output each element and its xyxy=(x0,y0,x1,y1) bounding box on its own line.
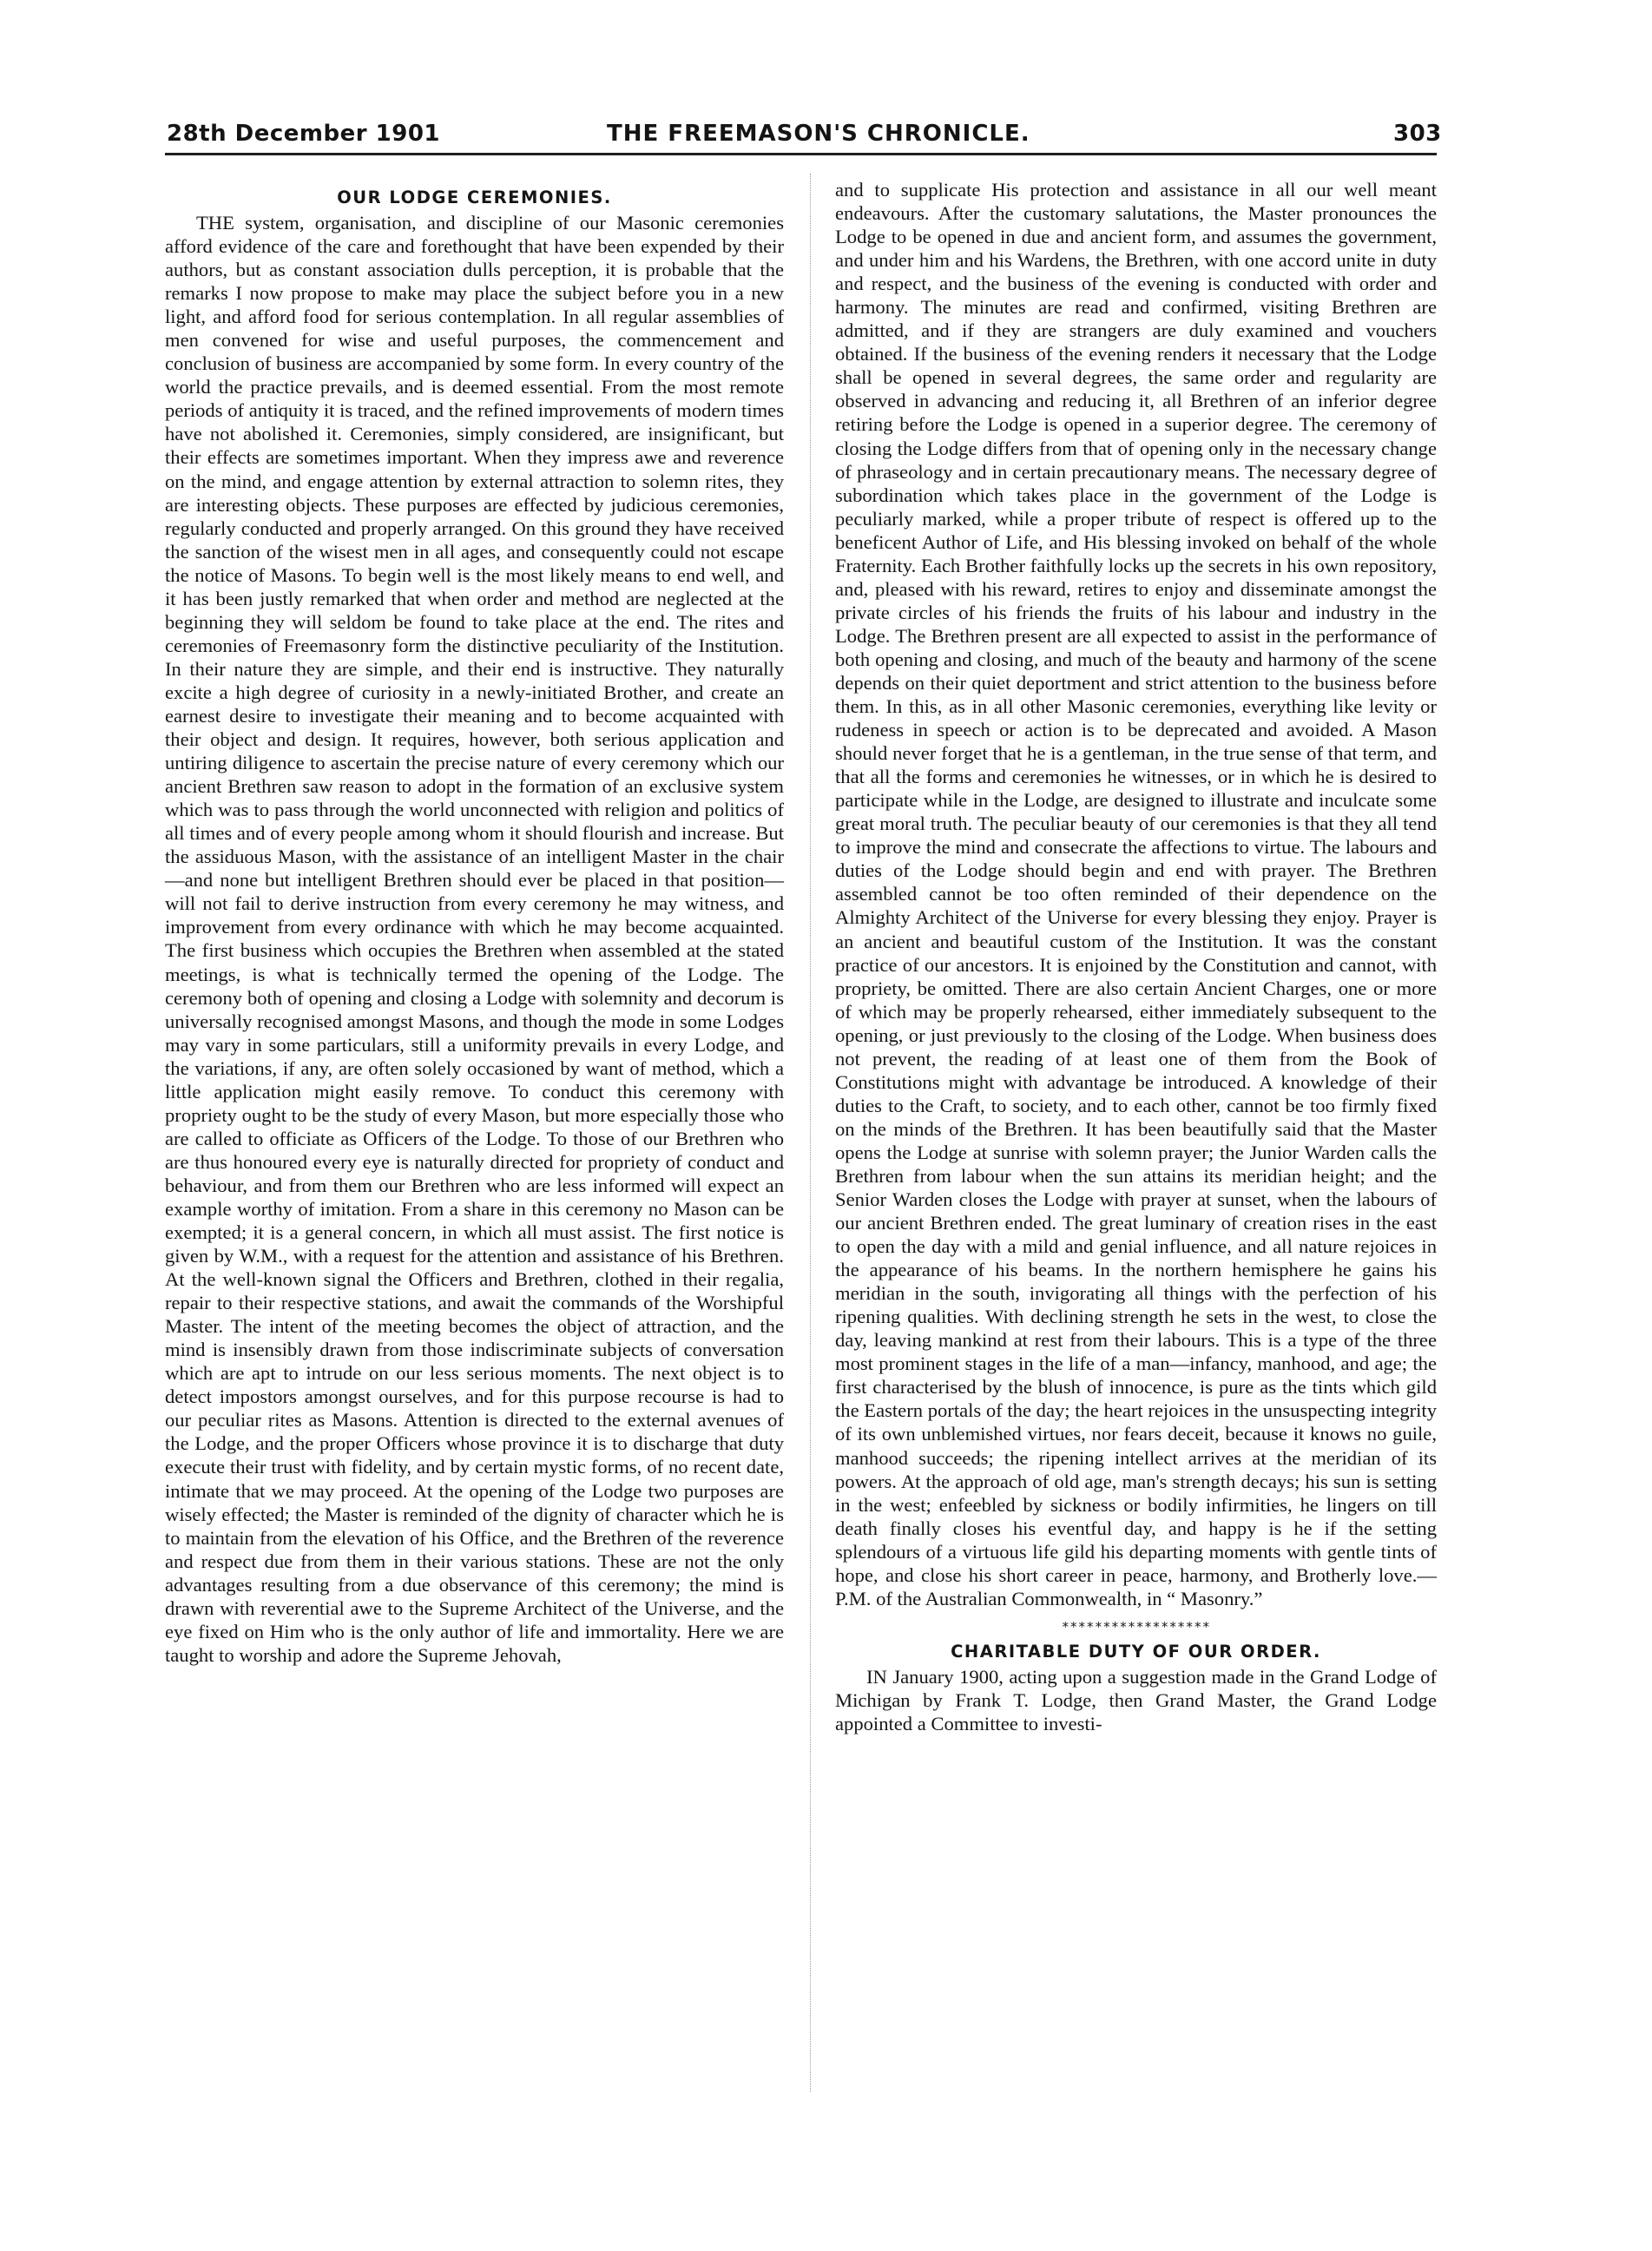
right-column xyxy=(835,178,1437,1735)
article-body-left: THE system, organisation, and discipline of our Masonic ceremonies afford evidence of the care and forethought that have been expended by their authors, but as constant association dulls perception, it is probable that the remarks I now propose to make may place the subject before you in a new light, and afford food for serious contemplation. In all regular assemblies of men convened for wise and useful purposes, the commencement and conclusion of business are accompanied by some form. In every country of the world the practice prevails, and is deemed essential. From the most remote periods of antiquity it is traced, and the refined improvements of modern times have not abolished it. Ceremonies, simply considered, are insignificant, but their effects are sometimes important. When they impress awe and reverence on the mind, and engage attention by external attraction to solemn rites, they are interesting objects. These purposes are effected by judicious ceremonies, regularly conducted and properly arranged. On this ground they have received the sanction of the wisest men in all ages, and consequently could not escape the notice of Masons. To begin well is the most likely means to end well, and it has been justly remarked that when order and method are neglected at the beginning they will seldom be found to take place at the end. The rites and ceremonies of Freemasonry form the distinctive peculiarity of the Institution. In their nature they are simple, and their end is instructive. They naturally excite a high degree of curiosity in a newly-initiated Brother, and create an earnest desire to investigate their meaning and to become acquainted with their object and design. It requires, however, both serious application and untiring diligence to ascertain the precise nature of every ceremony which our ancient Brethren saw reason to adopt in the formation of an exclusive system which was to pass through the world unconnected with religion and politics of all times and of every people among whom it should flourish and increase. But the assiduous Mason, with the assistance of an intelligent Master in the chair—and none but intelligent Brethren should ever be placed in that position—will not fail to derive instruction from every ceremony he may witness, and improvement from every ordinance with which he may become acquainted. The first business which occupies the Brethren when assembled at the stated meetings, is what is technically termed the opening of the Lodge. The ceremony both of opening and closing a Lodge with solemnity and decorum is universally recognised amongst Masons, and though the mode in some Lodges may vary in some particulars, still a uniformity prevails in every Lodge, and the variations, if any, are often solely occasioned by want of method, which a little application might easily remove. To conduct this ceremony with propriety ought to be the study of every Mason, but more especially those who are called to officiate as Officers of the Lodge. To those of our Brethren who are thus honoured every eye is naturally directed for propriety of conduct and behaviour, and from them our Brethren who are less informed will expect an example worthy of imitation. From a share in this ceremony no Mason can be exempted; it is a general concern, in which all must assist. The first notice is given by W.M., with a request for the attention and assistance of his Brethren. At the well-known signal the Officers and Brethren, clothed in their regalia, repair to their respective stations, and await the commands of the Worshipful Master. The intent of the meeting becomes the object of attraction, and the mind is insensibly drawn from those indiscriminate subjects of conversation which are apt to intrude on our less serious moments. The next object is to detect impostors amongst ourselves, and for this purpose recourse is had to our peculiar rites as Masons. Attention is directed to the external avenues of the Lodge, and the proper Officers whose province it is to discharge that duty execute their trust with fidelity, and by certain mystic forms, of no recent date, intimate that we may proceed. At the opening of the Lodge two purposes are wisely effected; the Master is reminded of the dignity of character which he is to maintain from the elevation of his Office, and the Brethren of the reverence and respect due from them in their various stations. These are not the only advantages resulting from a due observance of this ceremony; the mind is drawn with reverential awe to the Supreme Architect of the Universe, and the eye fixed on Him who is the only author of life and immortality. Here we are taught to worship and adore the Supreme Jehovah, xyxy=(165,212,784,1666)
article-body-right: and to supplicate His protection and assistance in all our well meant endeavours. After the customary salutations, the Master pronounces the Lodge to be opened in due and ancient form, and assumes the government, and under him and his Wardens, the Brethren, with one accord unite in duty and respect, and the business of the evening is conducted with order and harmony. The minutes are read and confirmed, visiting Brethren are admitted, and if they are strangers are duly examined and vouchers obtained. If the business of the evening renders it necessary that the Lodge shall be opened in several degrees, the same order and regularity are observed in advancing and reducing it, all Brethren of an inferior degree retiring before the Lodge is opened in a superior degree. The ceremony of closing the Lodge differs from that of opening only in the necessary change of phraseology and in certain precautionary means. The necessary degree of subordination which takes place in the government of the Lodge is peculiarly marked, while a proper tribute of respect is offered up to the beneficent Author of Life, and His blessing invoked on behalf of the whole Fraternity. Each Brother faithfully locks up the secrets in his own repository, and, pleased with his reward, retires to enjoy and disseminate amongst the private circles of his friends the fruits of his labour and industry in the Lodge. The Brethren present are all expected to assist in the performance of both opening and closing, and much of the beauty and harmony of the scene depends on their quiet deportment and strict attention to the business before them. In this, as in all other Masonic ceremonies, everything like levity or rudeness in speech or action is to be deprecated and avoided. A Mason should never forget that he is a gentleman, in the true sense of that term, and that all the forms and ceremonies he witnesses, or in which he is desired to participate while in the Lodge, are designed to illustrate and inculcate some great moral truth. The peculiar beauty of our ceremonies is that they all tend to improve the mind and consecrate the affections to virtue. The labours and duties of the Lodge should begin and end with prayer. The Brethren assembled cannot be too often reminded of their dependence on the Almighty Architect of the Universe for every blessing they enjoy. Prayer is an ancient and beautiful custom of the Institution. It was the constant practice of our ancestors. It is enjoined by the Constitution and cannot, with propriety, be omitted. There are also certain Ancient Charges, one or more of which may be properly rehearsed, either immediately subsequent to the opening, or just previously to the closing of the Lodge. When business does not prevent, the reading of at least one of them from the Book of Constitutions might with advantage be introduced. A knowledge of their duties to the Craft, to society, and to each other, cannot be too firmly fixed on the minds of the Brethren. It has been beautifully said that the Master opens the Lodge at sunrise with solemn prayer; the Junior Warden calls the Brethren from labour when the sun attains its meridian height; and the Senior Warden closes the Lodge with prayer at sunset, when the labours of our ancient Brethren ended. The great luminary of creation rises in the east to open the day with a mild and genial influence, and all nature rejoices in the appearance of his beams. In the northern hemisphere he gains his meridian in the south, invigorating all things with the perfection of his ripening qualities. With declining strength he sets in the west, to close the day, leaving mankind at rest from their labours. This is a type of the three most prominent stages in the life of a man—infancy, manhood, and age; the first characterised by the blush of innocence, is pure as the tints which gild the Eastern portals of the day; the heart rejoices in the unsuspecting integrity of its own unblemished virtues, nor fears deceit, because it knows no guile, manhood succeeds; the ripening intellect arrives at the meridian of its powers. At the approach of old age, man's strength decays; his sun is setting in the west; enfeebled by sickness or bodily infirmities, he lingers on till death finally closes his eventful day, and happy is he if the setting splendours of a virtuous life gild his departing moments with gentle tints of hope, and close his short career in peace, harmony, and Brotherly love.—P.M. of the Australian Commonwealth, in “ Masonry.” xyxy=(835,179,1437,1609)
header-rule xyxy=(165,153,1437,155)
issue-date: 28th December 1901 xyxy=(167,121,441,147)
column-divider xyxy=(810,174,811,2092)
page-header xyxy=(0,120,1652,155)
article-body-charitable: IN January 1900, acting upon a suggestion made in the Grand Lodge of Michigan by Frank T. Lodge, then Grand Master, the Grand Lodge appointed a Committee to investi- xyxy=(835,1665,1437,1734)
page-number: 303 xyxy=(1393,121,1442,147)
publication-title: THE FREEMASON'S CHRONICLE. xyxy=(607,121,1030,147)
section-separator: ****************** xyxy=(1061,1618,1211,1635)
article-title-charitable-duty: CHARITABLE DUTY OF OUR ORDER. xyxy=(951,1641,1321,1662)
article-title-lodge-ceremonies: OUR LODGE CEREMONIES. xyxy=(337,188,612,207)
left-column xyxy=(165,186,784,1667)
